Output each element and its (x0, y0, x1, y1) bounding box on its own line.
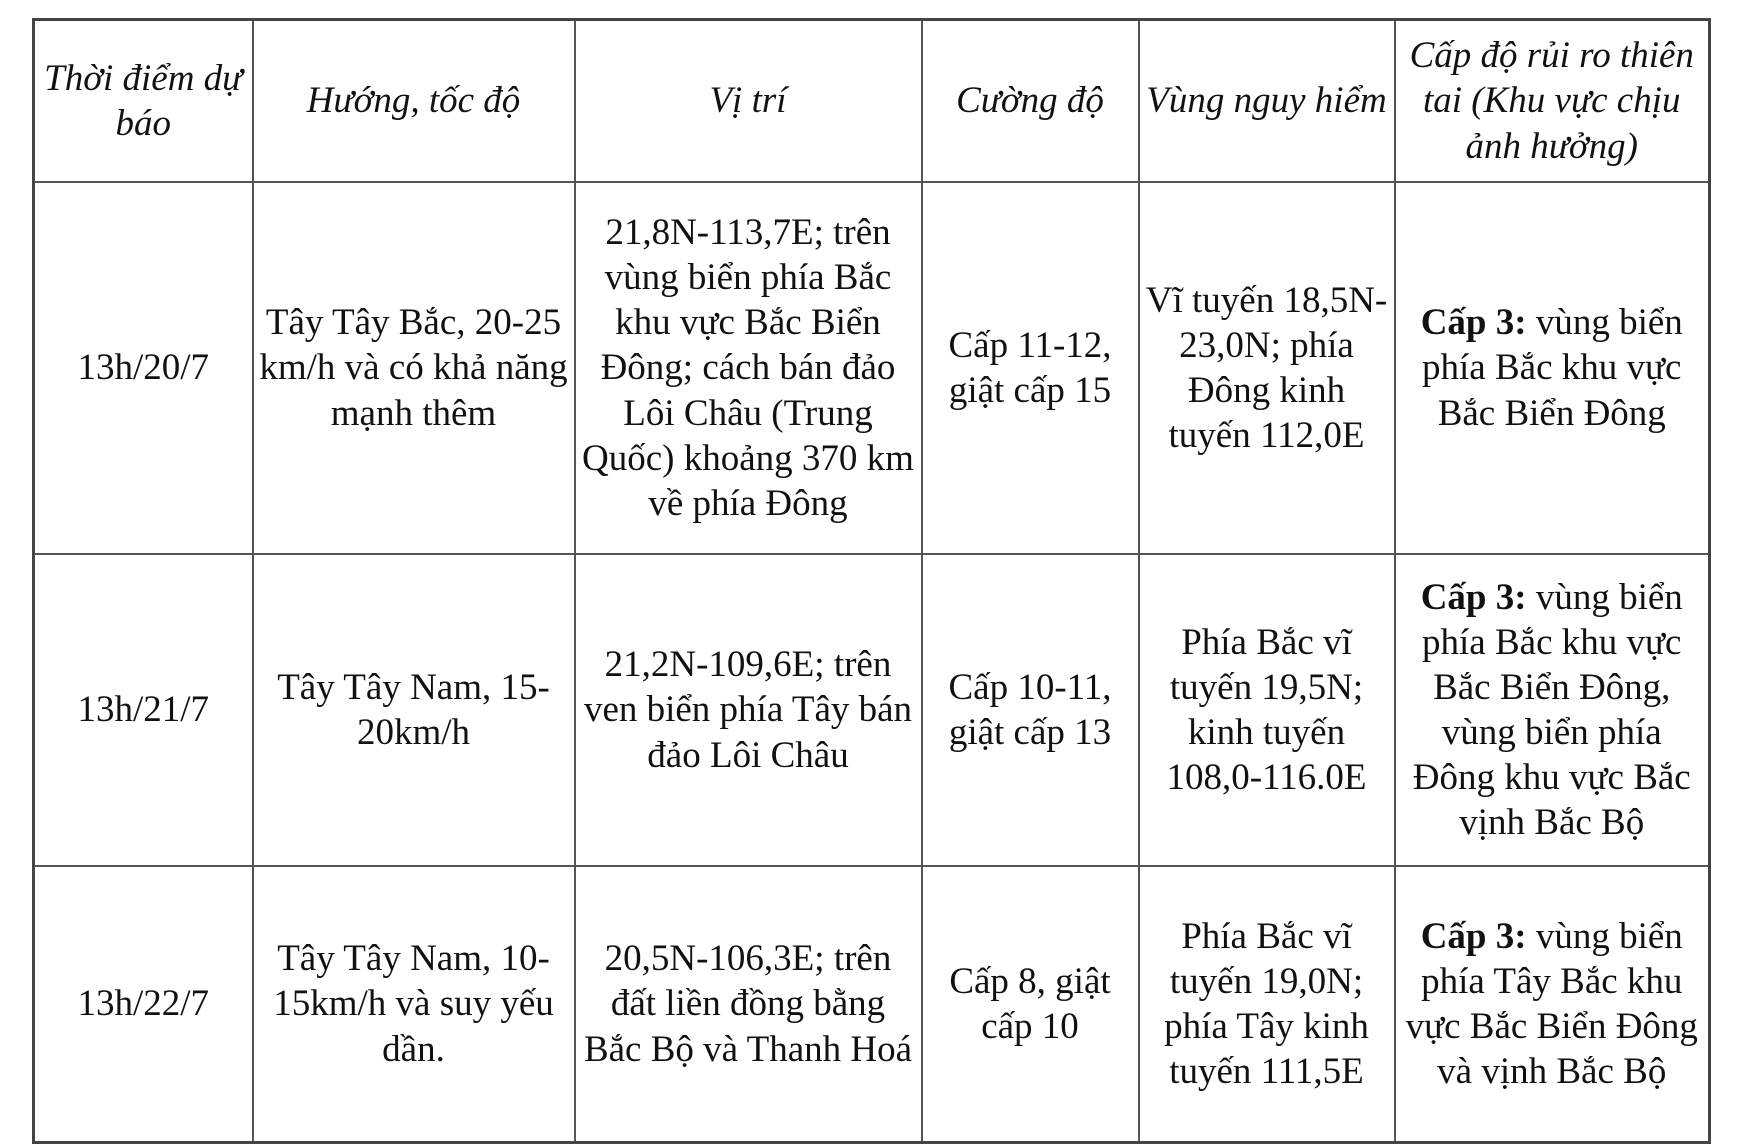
header-risk-level: Cấp độ rủi ro thiên tai (Khu vực chịu ảnh hưởng) (1395, 20, 1710, 183)
risk-level-label: Cấp 3: (1420, 915, 1527, 957)
cell-intensity: Cấp 11-12, giật cấp 15 (922, 182, 1139, 554)
cell-danger-zone: Vĩ tuyến 18,5N-23,0N; phía Đông kinh tuyến 112,0E (1139, 182, 1395, 554)
cell-danger-zone: Phía Bắc vĩ tuyến 19,0N; phía Tây kinh tuyến 111,5E (1139, 866, 1395, 1143)
cell-time: 13h/20/7 (34, 182, 253, 554)
header-time: Thời điểm dự báo (34, 20, 253, 183)
table-body (34, 182, 1710, 1143)
header-direction-speed: Hướng, tốc độ (253, 20, 575, 183)
cell-direction-speed: Tây Tây Bắc, 20-25 km/h và có khả năng mạnh thêm (253, 182, 575, 554)
cell-danger-zone: Phía Bắc vĩ tuyến 19,5N; kinh tuyến 108,0-116.0E (1139, 554, 1395, 866)
storm-forecast-table (32, 18, 1711, 1144)
cell-position: 21,8N-113,7E; trên vùng biển phía Bắc khu vực Bắc Biển Đông; cách bán đảo Lôi Châu (Trung Quốc) khoảng 370 km về phía Đông (575, 182, 922, 554)
cell-risk (1395, 866, 1710, 1143)
cell-time: 13h/22/7 (34, 866, 253, 1143)
cell-position: 21,2N-109,6E; trên ven biển phía Tây bán đảo Lôi Châu (575, 554, 922, 866)
cell-risk (1395, 554, 1710, 866)
risk-area-text: vùng biển phía Bắc khu vực Bắc Biển Đông, vùng biển phía Đông khu vực Bắc vịnh Bắc Bộ (1412, 576, 1691, 844)
cell-risk (1395, 182, 1710, 554)
header-danger-zone: Vùng nguy hiểm (1139, 20, 1395, 183)
risk-area-text: vùng biển phía Tây Bắc khu vực Bắc Biển Đông và vịnh Bắc Bộ (1405, 915, 1698, 1093)
cell-direction-speed: Tây Tây Nam, 15-20km/h (253, 554, 575, 866)
table-row (34, 182, 1710, 554)
cell-time: 13h/21/7 (34, 554, 253, 866)
risk-level-label: Cấp 3: (1420, 302, 1527, 344)
risk-area-text: vùng biển phía Bắc khu vực Bắc Biển Đông (1422, 302, 1683, 434)
header-position: Vị trí (575, 20, 922, 183)
table-row (34, 866, 1710, 1143)
cell-intensity: Cấp 10-11, giật cấp 13 (922, 554, 1139, 866)
header-row (34, 20, 1710, 183)
table-header (34, 20, 1710, 183)
cell-position: 20,5N-106,3E; trên đất liền đồng bằng Bắc Bộ và Thanh Hoá (575, 866, 922, 1143)
risk-level-label: Cấp 3: (1420, 576, 1527, 618)
cell-direction-speed: Tây Tây Nam, 10-15km/h và suy yếu dần. (253, 866, 575, 1143)
header-intensity: Cường độ (922, 20, 1139, 183)
cell-intensity: Cấp 8, giật cấp 10 (922, 866, 1139, 1143)
table-row (34, 554, 1710, 866)
